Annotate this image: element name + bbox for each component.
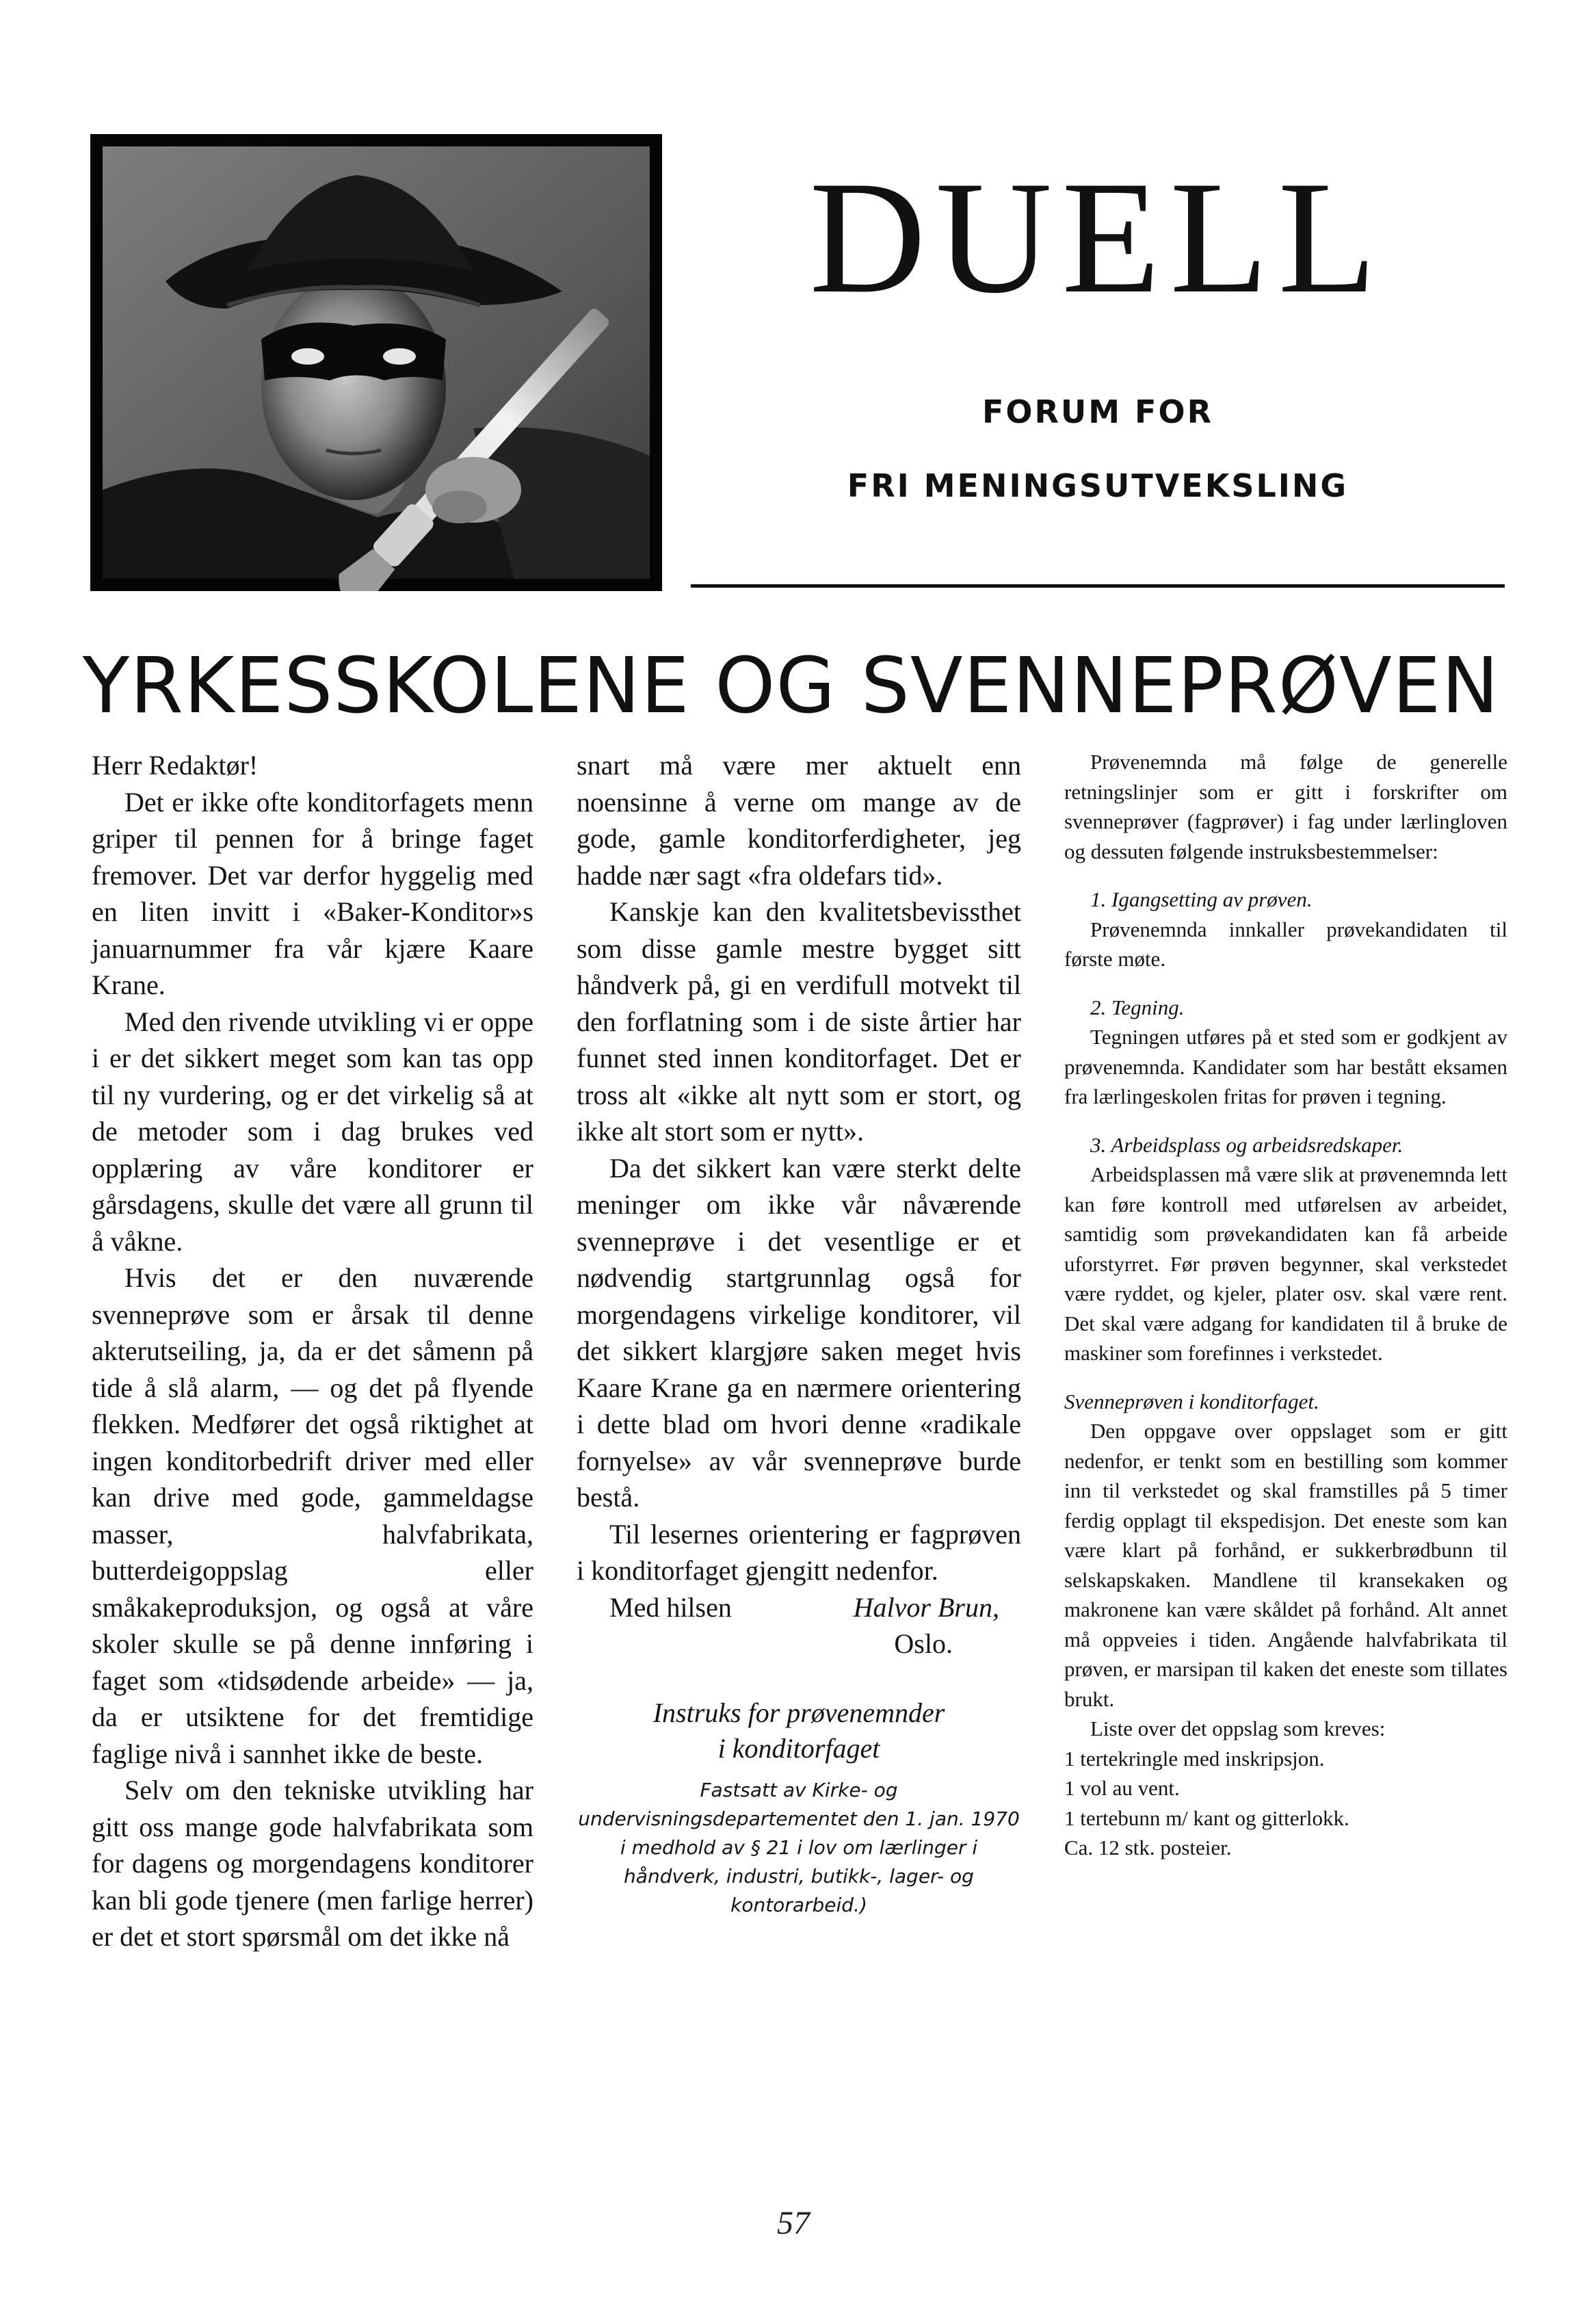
list-item: 1 vol au vent.	[1064, 1776, 1180, 1800]
masked-duelist-photo	[90, 134, 662, 591]
paragraph: Arbeidsplassen må være slik at prøvenemnda lett kan føre kontroll med utførelsen av arbeidet, samtidig som prøvekandidaten kan få arbeide uforstyrret. Før prøven begynner, skal verkstedet være ryddet, og kjeler, plater osv. skal være rent. Det skal være adgang for kandidaten til å bruke de maskiner som forefinnes i verkstedet.	[1064, 1162, 1507, 1365]
list-item: 1 tertekringle med inskripsjon.	[1064, 1746, 1325, 1771]
paragraph: Den oppgave over oppslaget som er gitt nedenfor, er tenkt som en bestilling som kommer inn til verkstedet og skal framstilles på 5 timer ferdig opplagt til ekspedisjon. Det eneste som kan være klart på forhånd, er sukkerbrødbunn til selskapskaken. Mandlene til kransekaken og makronene kan være skåldet på forhånd. Alt annet må oppveies i tiden. Angående halvfabrikata til prøven, er marsipan til kaken det eneste som tillates brukt.	[1064, 1419, 1507, 1711]
section-heading: 1. Igangsetting av prøven.	[1090, 887, 1313, 911]
paragraph: Da det sikkert kan være sterkt delte meninger om ikke vår nåværende svenneprøve i det vesentlige er et nødvendig startgrunnlag også for morgendagens virkelige konditorer, vil det sikkert klargjøre saken meget hvis Kaare Krane ga en nærmere orientering i dette blad om hvori denne «radikale fornyelse» av vår svenneprøve burde bestå.	[577, 1152, 1021, 1513]
paragraph: Med den rivende utvikling vi er oppe i er det sikkert meget som kan tas opp til ny vurdering, og er det virkelig så at de metoder som i dag brukes ved opplæring av våre konditorer er gårsdagens, skulle det være all grunn til å våkne.	[92, 1006, 533, 1257]
paragraph: Til lesernes orientering er fagprøven i konditorfaget gjengitt nedenfor.	[577, 1518, 1021, 1586]
signature-place: Oslo.	[894, 1628, 953, 1659]
page-number: 57	[777, 2205, 810, 2241]
closing: Med hilsen	[609, 1591, 732, 1623]
column-3	[1064, 747, 1507, 1863]
masthead-rule	[691, 584, 1505, 588]
instructions-note: Fastsatt av Kirke- og undervisningsdepartementet den 1. jan. 1970 i medhold av § 21 i lov om lærlinger i håndverk, industri, butikk-, lager- og kontorarbeid.)	[578, 1778, 1020, 1916]
section-heading: 2. Tegning.	[1090, 995, 1185, 1019]
column-1	[92, 747, 533, 1955]
list-item: Ca. 12 stk. posteier.	[1064, 1836, 1232, 1859]
salutation: Herr Redaktør!	[92, 750, 259, 781]
section-heading: 3. Arbeidsplass og arbeidsredskaper.	[1090, 1132, 1403, 1157]
list-intro: Liste over det oppslag som kreves:	[1090, 1716, 1386, 1740]
order-list	[1064, 1714, 1507, 1863]
paragraph: Selv om den tekniske utvikling har gitt oss mange gode halvfabrikata som for dagens og morgendagens konditorer kan bli gode tjenere (men farlige herrer) er det et stort spørsmål om det ikke nå	[92, 1775, 533, 1952]
paragraph: Kanskje kan den kvalitetsbevissthet som disse gamle mestre bygget sitt håndverk på, gi en verdifull motvekt til den forflatning som i de siste årtier har funnet sted innen konditorfaget. Det er tross alt «ikke alt nytt som er stort, og ikke alt stort som er nytt».	[577, 896, 1021, 1147]
masthead-title: DUELL	[809, 148, 1386, 327]
intro-paragraph: Prøvenemnda må følge de generelle retningslinjer som er gitt i forskrifter om svenneprøver (fagprøver) i fag under lærlingloven og dessuten følgende instruksbestemmelser:	[1064, 750, 1507, 863]
paragraph: Det er ikke ofte konditorfagets menn griper til pennen for å bringe faget fremover. Det var derfor hyggelig med en liten invitt i «Baker-Konditor»s januarnummer fra vår kjære Kaare Krane.	[92, 786, 533, 1000]
section-heading: Svenneprøven i konditorfaget.	[1064, 1389, 1319, 1413]
signature-name: Halvor Brun,	[853, 1591, 999, 1623]
instructions-title	[577, 1695, 1021, 1766]
paragraph: Prøvenemnda innkaller prøvekandidaten til første møte.	[1064, 917, 1507, 971]
column-2	[577, 747, 1021, 1920]
article-headline: YRKESSKOLENE OG SVENNEPRØVEN	[82, 642, 1500, 731]
signature-line	[577, 1589, 1021, 1626]
instructions-title-line2: i konditorfaget	[717, 1732, 880, 1764]
masthead-subtitle-line1: FORUM FOR	[981, 393, 1214, 430]
instructions-title-line1: Instruks for prøvenemnder	[652, 1697, 945, 1728]
paragraph: snart må være mer aktuelt enn noensinne å verne om mange av de gode, gamle konditorferdigheter, jeg hadde nær sagt «fra oldefars tid».	[577, 750, 1021, 891]
masthead-subtitle-line2: FRI MENINGSUTVEKSLING	[847, 467, 1349, 504]
paragraph: Hvis det er den nuværende svenneprøve som er årsak til denne akterutseiling, ja, da er det såmenn på tide å slå alarm, — og det på flyende flekken. Medfører det også riktighet at ingen konditorbedrift driver med eller kan drive med gode, gammeldagse masser, halvfabrikata, butterdeigoppslag eller småkakeproduksjon, og også at våre skoler skulle se på denne innføring i faget som «tidsødende arbeide» — ja, da er utsiktene for det fremtidige faglige nivå i sannhet ikke de beste.	[92, 1262, 533, 1769]
list-item: 1 tertebunn m/ kant og gitterlokk.	[1064, 1805, 1349, 1830]
paragraph: Tegningen utføres på et sted som er godkjent av prøvenemnda. Kandidater som har bestått eksamen fra lærlingeskolen fritas for prøven i tegning.	[1064, 1025, 1507, 1108]
